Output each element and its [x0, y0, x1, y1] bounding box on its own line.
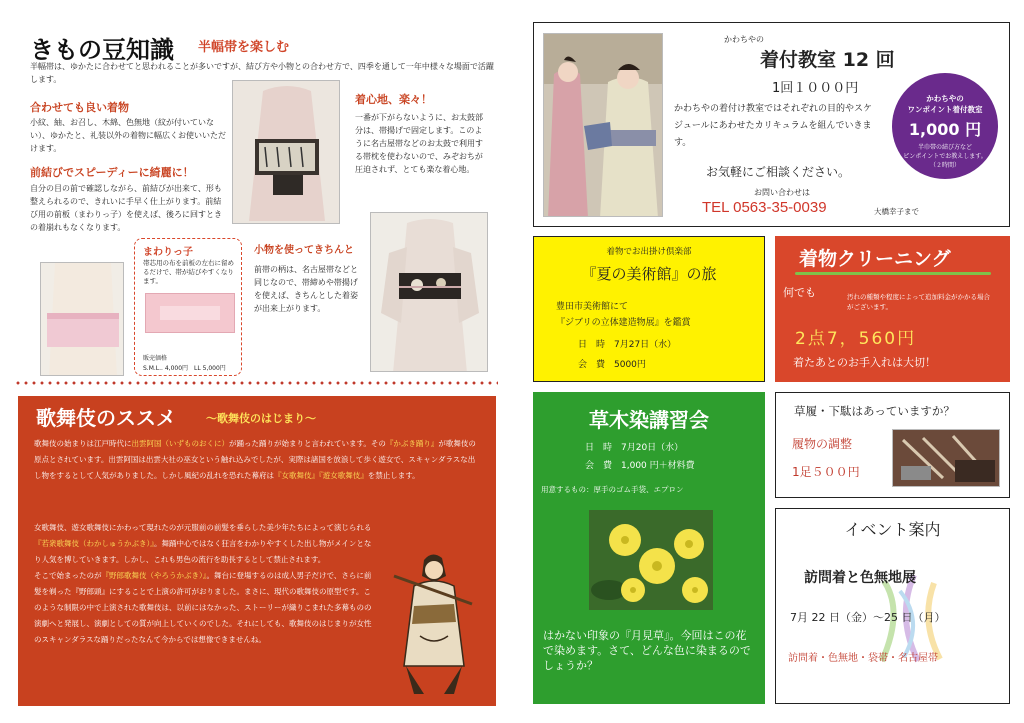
onepoint-note1: 半巾帯の結び方など — [917, 144, 972, 151]
kitsuke-inquiry: お問い合わせは — [754, 188, 810, 197]
kabuki-p2b: が歌舞伎の原点とされています。出雲阿国は出雲大社の巫女という触れ込みでしたが、実際は諸国を放浪して歩く遊女で、スキャンダラスな出し物をする — [34, 439, 476, 480]
mame-text-4: 前帯の柄は、名古屋帯などと同じなので、帯締めや帯揚げを使えば、きちんとした着姿が出来上がります。 — [254, 265, 358, 313]
zori-label: 履物の調整 — [792, 437, 853, 451]
onepoint-line1: かわちやの — [926, 94, 964, 103]
mame-text-2: 自分の目の前で確認しながら、前結びが出来て、形も整えられるので、きれいに手早く仕上がります。前結び用の前板（まわりっ子）を使えば、後ろに回すときの着崩れもなくなります。 — [30, 184, 222, 232]
event-date: 7月 22 日（金）～25 日（月） — [790, 611, 946, 624]
photo-kimono-back — [232, 80, 340, 224]
photo-zori — [892, 429, 1000, 487]
kitsuke-person: 大橋幸子まで — [874, 207, 919, 216]
event-name: 訪問着と色無地展 — [804, 570, 916, 586]
kusaki-title: 草木染講習会 — [589, 408, 709, 432]
photo-evening-primrose — [589, 510, 713, 610]
cleaning-anything: 何でも — [783, 286, 816, 299]
cleaning-title: 着物クリーニング — [799, 248, 951, 270]
zori-price: 1足５００円 — [792, 465, 860, 479]
kitsuke-text: かわちやの着付け教室ではそれぞれの目的やスケジュールにあわせたカリキュラムを組んでいきます。 — [674, 104, 873, 148]
kitsuke-price: 1回１０００円 — [772, 81, 859, 96]
kitsuke-title: 着付教室 12 回 — [760, 49, 895, 71]
museum-title: 『夏の美術館』の旅 — [581, 265, 717, 283]
photo-maewari-obi — [40, 262, 124, 376]
mame-heading-2: 前結びでスピーディーに綺麗に！ — [30, 166, 194, 179]
kabuki-p1-hl: 出雲阿国（いずものおくに） — [131, 439, 229, 448]
kitsuke-small: かわちやの — [724, 35, 764, 44]
cleaning-price: 2点7，560円 — [795, 329, 917, 349]
onepoint-note2: ピンポイントでお教えします。 — [903, 153, 987, 160]
kitsuke-tel[interactable]: TEL 0563-35-0039 — [702, 199, 827, 216]
kabuki-p1a: 歌舞伎の始まりは江戸時代に — [34, 439, 132, 448]
onepoint-badge — [892, 73, 998, 179]
kitsuke-box — [533, 22, 1010, 227]
dotted-divider — [14, 381, 498, 385]
onepoint-note3: （２時間） — [929, 162, 960, 169]
photo-kimono-front — [370, 212, 488, 372]
kabuki-body — [34, 436, 480, 484]
mame-text-1: 小紋、紬、お召し、木綿、色無地（紋が付いていない）、ゆかたと、礼装以外の着物に幅広くお使いいただけます。 — [30, 118, 226, 153]
mawari-price-label: 販売価格 — [143, 355, 168, 362]
kabuki-p2a: その — [370, 439, 386, 448]
mawari-price: S.M.L.. 4,000円 LL 5,000円 — [143, 365, 226, 372]
mawari-title: まわりっ子 — [143, 247, 193, 258]
kusaki-desc: はかない印象の『月見草』。今回はこの花で染めます。さて、どんな色に染まるのでしょうか？ — [543, 629, 751, 672]
cleaning-care: 着たあとのお手入れは大切！ — [793, 356, 936, 369]
kusaki-items: 用意するもの：厚手のゴム手袋、エプロン — [541, 485, 684, 494]
kabuki-p2-hl: 『かぶき踊り』 — [385, 439, 439, 448]
museum-fee: 会 費 5000円 — [578, 360, 646, 370]
museum-club: 着物でお出掛け倶楽部 — [606, 247, 692, 257]
cleaning-note: 汚れの種類や程度によって追加料金がかかる場合がございます。 — [847, 293, 990, 311]
zori-question: 草履・下駄はあっていますか？ — [794, 404, 955, 418]
mame-heading-3: 着心地、楽々！ — [355, 93, 432, 106]
event-title: イベント案内 — [844, 520, 941, 539]
kabuki-p4a: 女歌舞伎、遊女歌舞伎にかわって現れたのが元服前の前髪を垂らした美少年たちによって演じられる — [34, 523, 372, 532]
kabuki-p3-hl2: 『遊女歌舞伎』 — [319, 471, 368, 480]
kusaki-fee: 会 費 1,000 円＋材料費 — [585, 461, 695, 471]
mame-heading-1: 合わせても良い着物 — [30, 101, 129, 114]
kabuki-p3b: を禁止します。 — [367, 471, 420, 480]
photo-kitsuke-class — [543, 33, 663, 217]
mame-heading-4: 小物を使ってきちんと — [254, 245, 354, 256]
kabuki-p4-hl: 『若衆歌舞伎（わかしゅうかぶき）』 — [34, 539, 154, 548]
kabuki-p5-hl: 『野郎歌舞伎（やろうかぶき）』 — [101, 571, 207, 580]
kabuki-p4b: 。舞踊中心ではなく狂言をわかりやすくした出し物がメインとなり人気を博していきます。しかし、これも男色の流行を助長するとして禁止されます。 — [34, 539, 372, 564]
kusaki-date: 日 時 7月20日（水） — [585, 443, 684, 453]
kabuki-p3: として人気がありました。しかし風紀の乱れを恐れた幕府は — [71, 471, 274, 480]
mame-subtitle: 半幅帯を楽しむ — [198, 40, 290, 55]
museum-date: 日 時 7月27日（水） — [578, 340, 677, 350]
kabuki-actor-illustration — [384, 546, 480, 696]
kabuki-p1b: が踊った踊りが始まりと言われています。 — [229, 439, 371, 448]
cleaning-underline — [795, 272, 991, 275]
kabuki-box — [18, 396, 496, 706]
mame-intro: 半幅帯は、ゆかたに合わせてと思われることが多いですが、結び方や小物との合わせ方で、四季を通して一年中様々な場面で活躍します。 — [30, 62, 494, 84]
kabuki-body-2 — [34, 520, 374, 648]
museum-box — [533, 236, 765, 382]
mawari-text: 帯芯用の布を前板の左右に留めるだけで、帯が結びやすくなります。 — [143, 259, 234, 285]
museum-place: 豊田市美術館にて — [556, 302, 629, 312]
event-box — [775, 508, 1010, 704]
mawari-box — [134, 238, 242, 376]
onepoint-line2: ワンポイント着付教室 — [907, 105, 983, 114]
museum-exhibit: 『ジブリの立体建造物展』を鑑賞 — [556, 318, 691, 328]
zori-box — [775, 392, 1010, 498]
mame-title: きもの豆知識 — [30, 36, 174, 64]
kitsuke-consult: お気軽にご相談ください。 — [706, 165, 851, 179]
event-items: 訪問着・色無地・袋帯・名古屋帯 — [788, 653, 938, 664]
kabuki-p5a: そこで始まったのが — [34, 571, 102, 580]
kabuki-title: 歌舞伎のススメ — [36, 406, 176, 430]
mame-text-3: 一番が下がらないように、お太鼓部分は、帯揚げで固定します。このように名古屋帯などのお太鼓で利用する帯枕を使わないので、みぞおちが圧迫されず、とても楽な着心地。 — [355, 113, 483, 174]
mawari-image — [145, 293, 235, 333]
onepoint-price: 1,000 円 — [908, 120, 982, 139]
cleaning-box — [775, 236, 1010, 382]
kabuki-subtitle: ～歌舞伎のはじまり～ — [206, 412, 316, 425]
kabuki-p5b: 。舞台に登場するのは成人男子だけで、さらに前髪を剃った『野郎頭』にすることで上演の許可がおりました。まさに、現代の歌舞伎の原型です。このような制限の中で上演された歌舞伎は、以前にはなかった、ストーリーが織りこまれた多幕ものの演劇へと発展し、演劇としての質が向上していくのでした。それにしても、歌舞伎のはじまりが女性のスキャンダラスな踊りだったなんて今からでは想像できませんね。 — [34, 571, 372, 644]
kusaki-box — [533, 392, 765, 704]
kabuki-p3-hl1: 『女歌舞伎』 — [274, 471, 319, 480]
